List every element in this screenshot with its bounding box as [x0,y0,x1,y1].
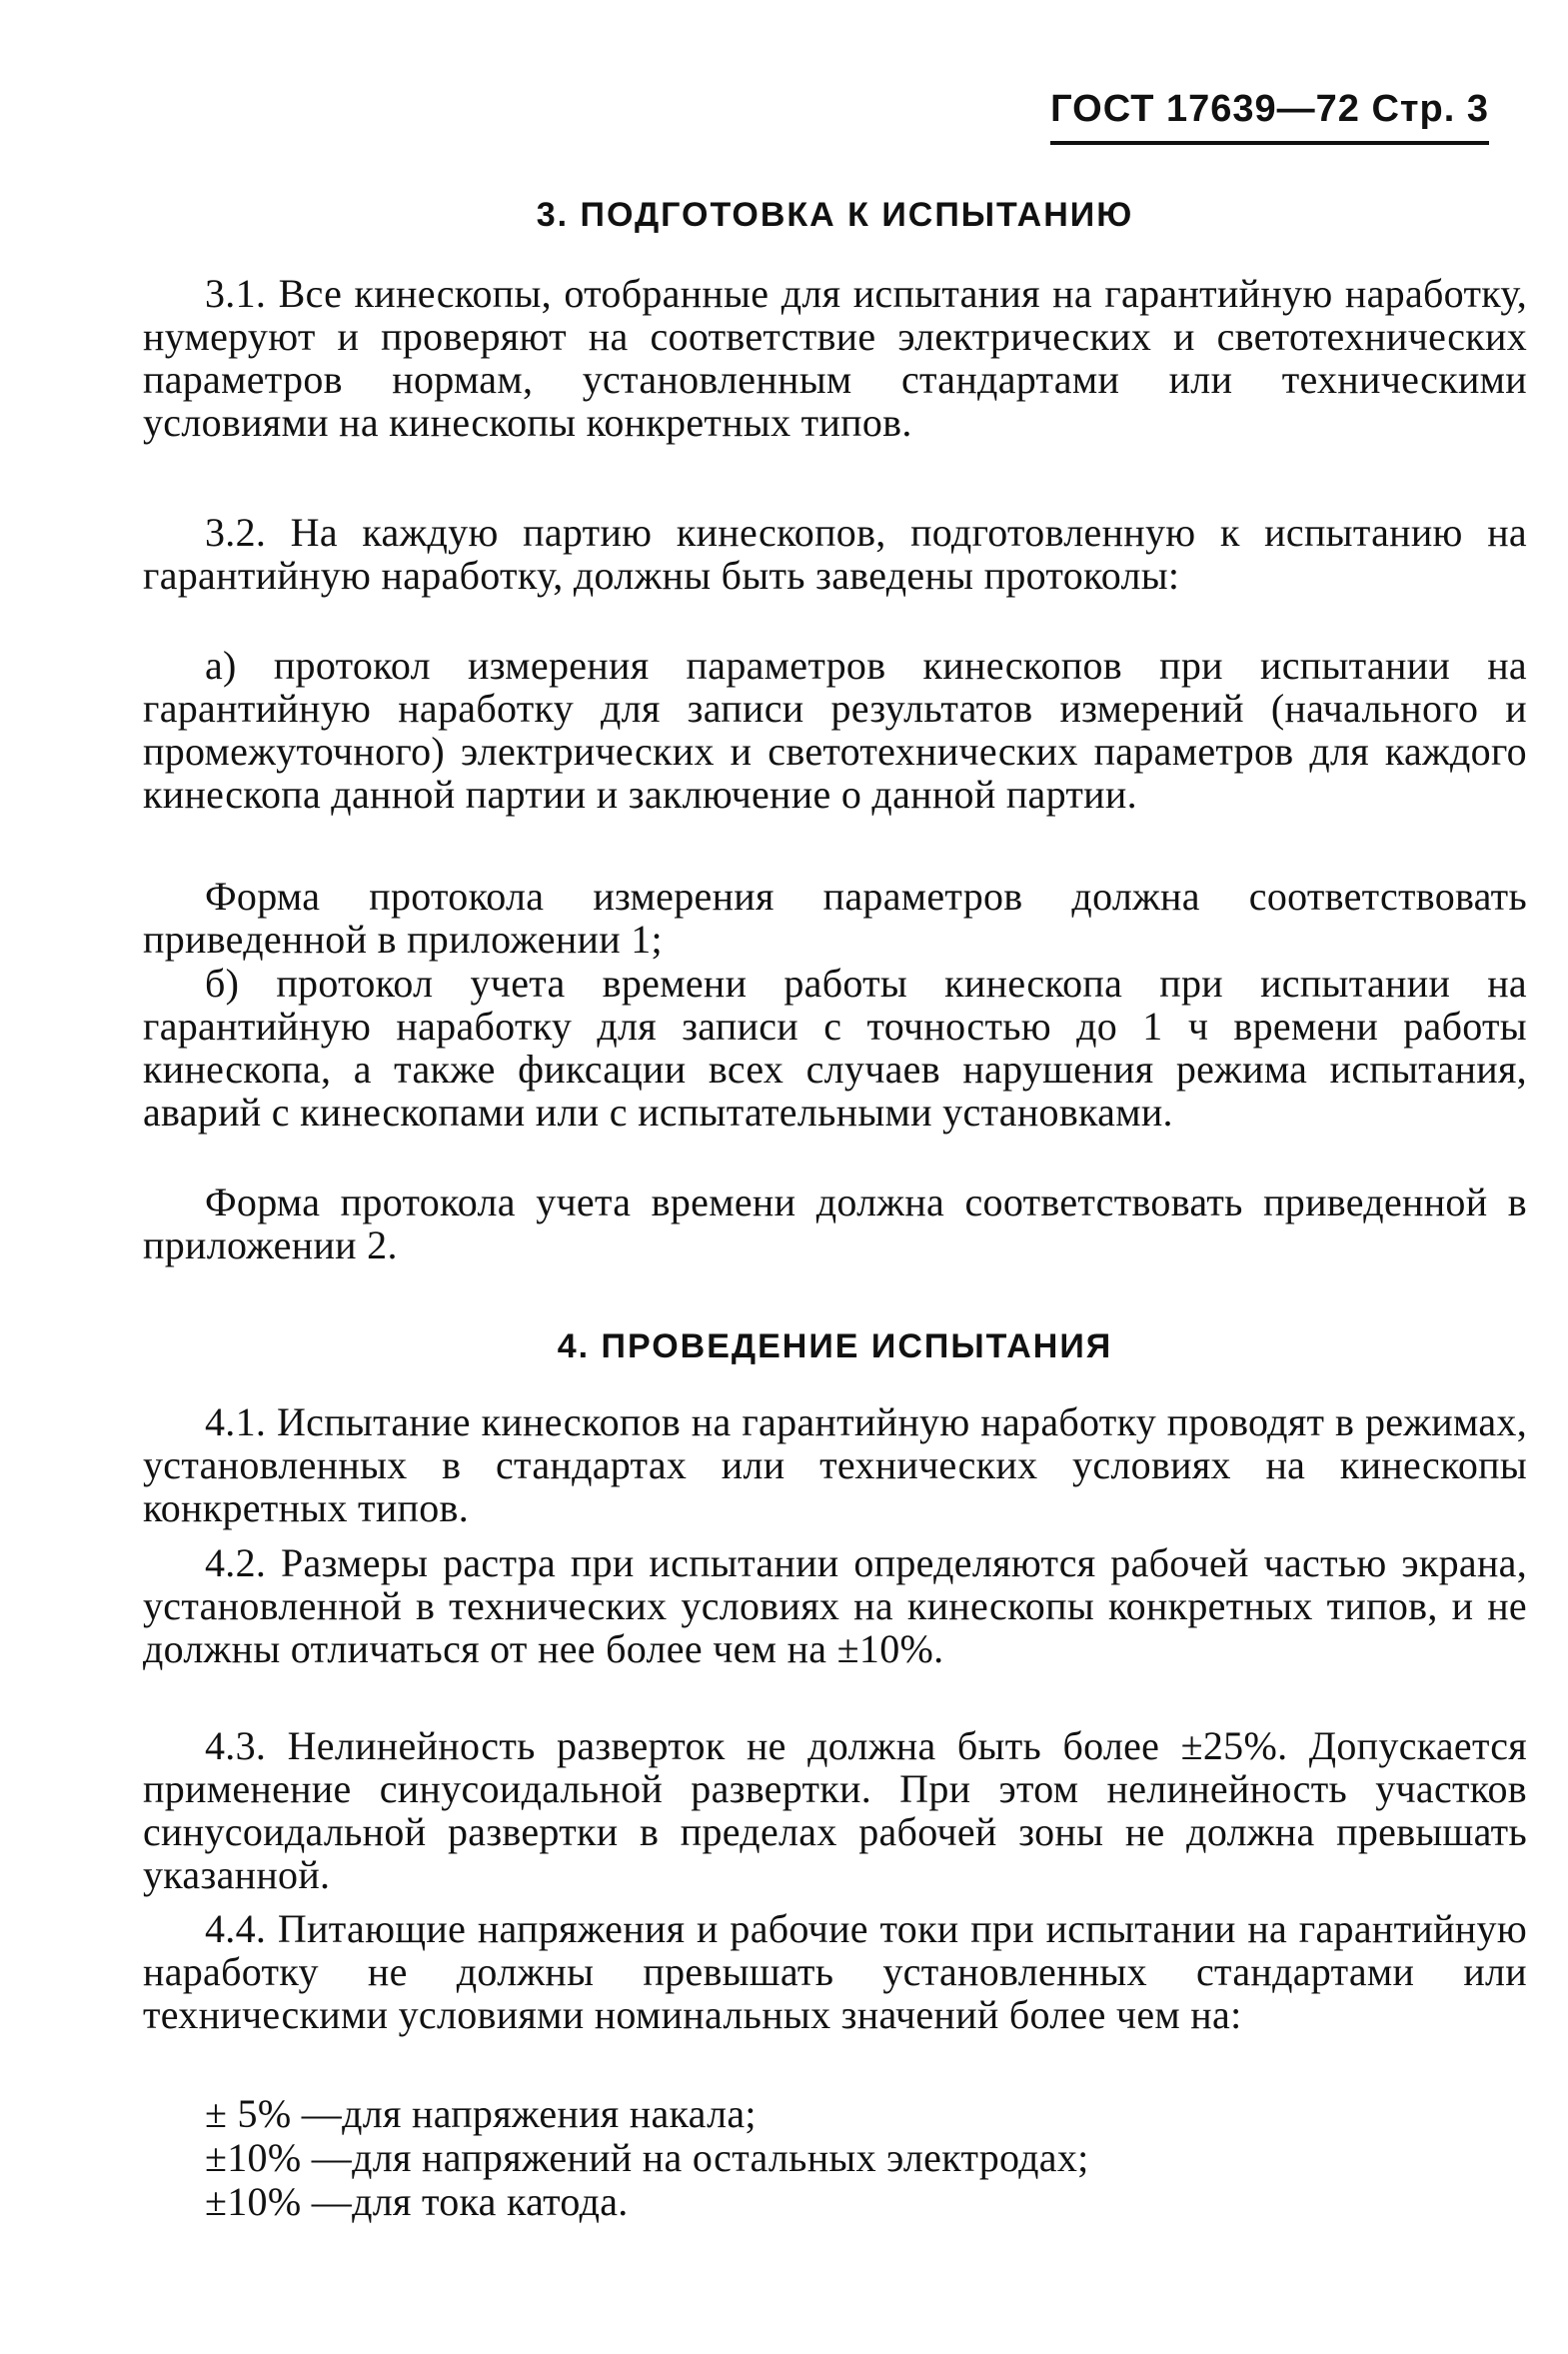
paragraph-4-3: 4.3. Нелинейность разверток не должна быть более ±25%. Допускается применение синусоидальной развертки. При этом нелинейность участков синусоидальной развертки в пределах рабочей зоны не должна превышать указанной. [143,1723,1527,1897]
paragraph-4-1: 4.1. Испытание кинескопов на гарантийную наработку проводят в режимах, установленных в стандартах или технических условиях на кинескопы конкретных типов. [143,1399,1527,1530]
page-header: ГОСТ 17639—72 Стр. 3 [1050,88,1489,145]
tolerance-list-item: ±10% —для тока катода. [205,2179,629,2224]
section-3-title: 3. ПОДГОТОВКА К ИСПЫТАНИЮ [536,196,1134,234]
section-4-title: 4. ПРОВЕДЕНИЕ ИСПЫТАНИЯ [557,1327,1113,1365]
paragraph-3-2-b: б) протокол учета времени работы кинескопа при испытании на гарантийную наработку для записи с точностью до 1 ч времени работы кинескопа, а также фиксации всех случаев нарушения режима испытания, аварий с кинескопами или с испытательными установками. [143,961,1527,1135]
paragraph-3-2-a: а) протокол измерения параметров кинескопов при испытании на гарантийную наработку для записи результатов измерений (начального и промежуточного) электрических и светотехнических параметров для каждого кинескопа данной партии и заключение о данной партии. [143,643,1527,817]
paragraph-3-1: 3.1. Все кинескопы, отобранные для испытания на гарантийную наработку, нумеруют и проверяют на соответствие электрических и светотехнических параметров нормам, установленным стандартами или техническими условиями на кинескопы конкретных типов. [143,271,1527,445]
tolerance-list-item: ±10% —для напряжений на остальных электродах; [205,2135,1089,2180]
paragraph-3-2-b-form: Форма протокола учета времени должна соответствовать приведенной в приложении 2. [143,1179,1527,1267]
paragraph-3-2-a-form: Форма протокола измерения параметров должна соответствовать приведенной в приложении 1; [143,874,1527,962]
paragraph-4-4: 4.4. Питающие напряжения и рабочие токи при испытании на гарантийную наработку не должны превышать установленных стандартами или техническими условиями номинальных значений более чем на: [143,1906,1527,2037]
paragraph-4-2: 4.2. Размеры растра при испытании определяются рабочей частью экрана, установленной в технических условиях на кинескопы конкретных типов, и не должны отличаться от нее более чем на ±10%. [143,1540,1527,1671]
tolerance-list-item: ± 5% —для напряжения накала; [205,2091,757,2136]
paragraph-3-2: 3.2. На каждую партию кинескопов, подготовленную к испытанию на гарантийную наработку, должны быть заведены протоколы: [143,510,1527,598]
